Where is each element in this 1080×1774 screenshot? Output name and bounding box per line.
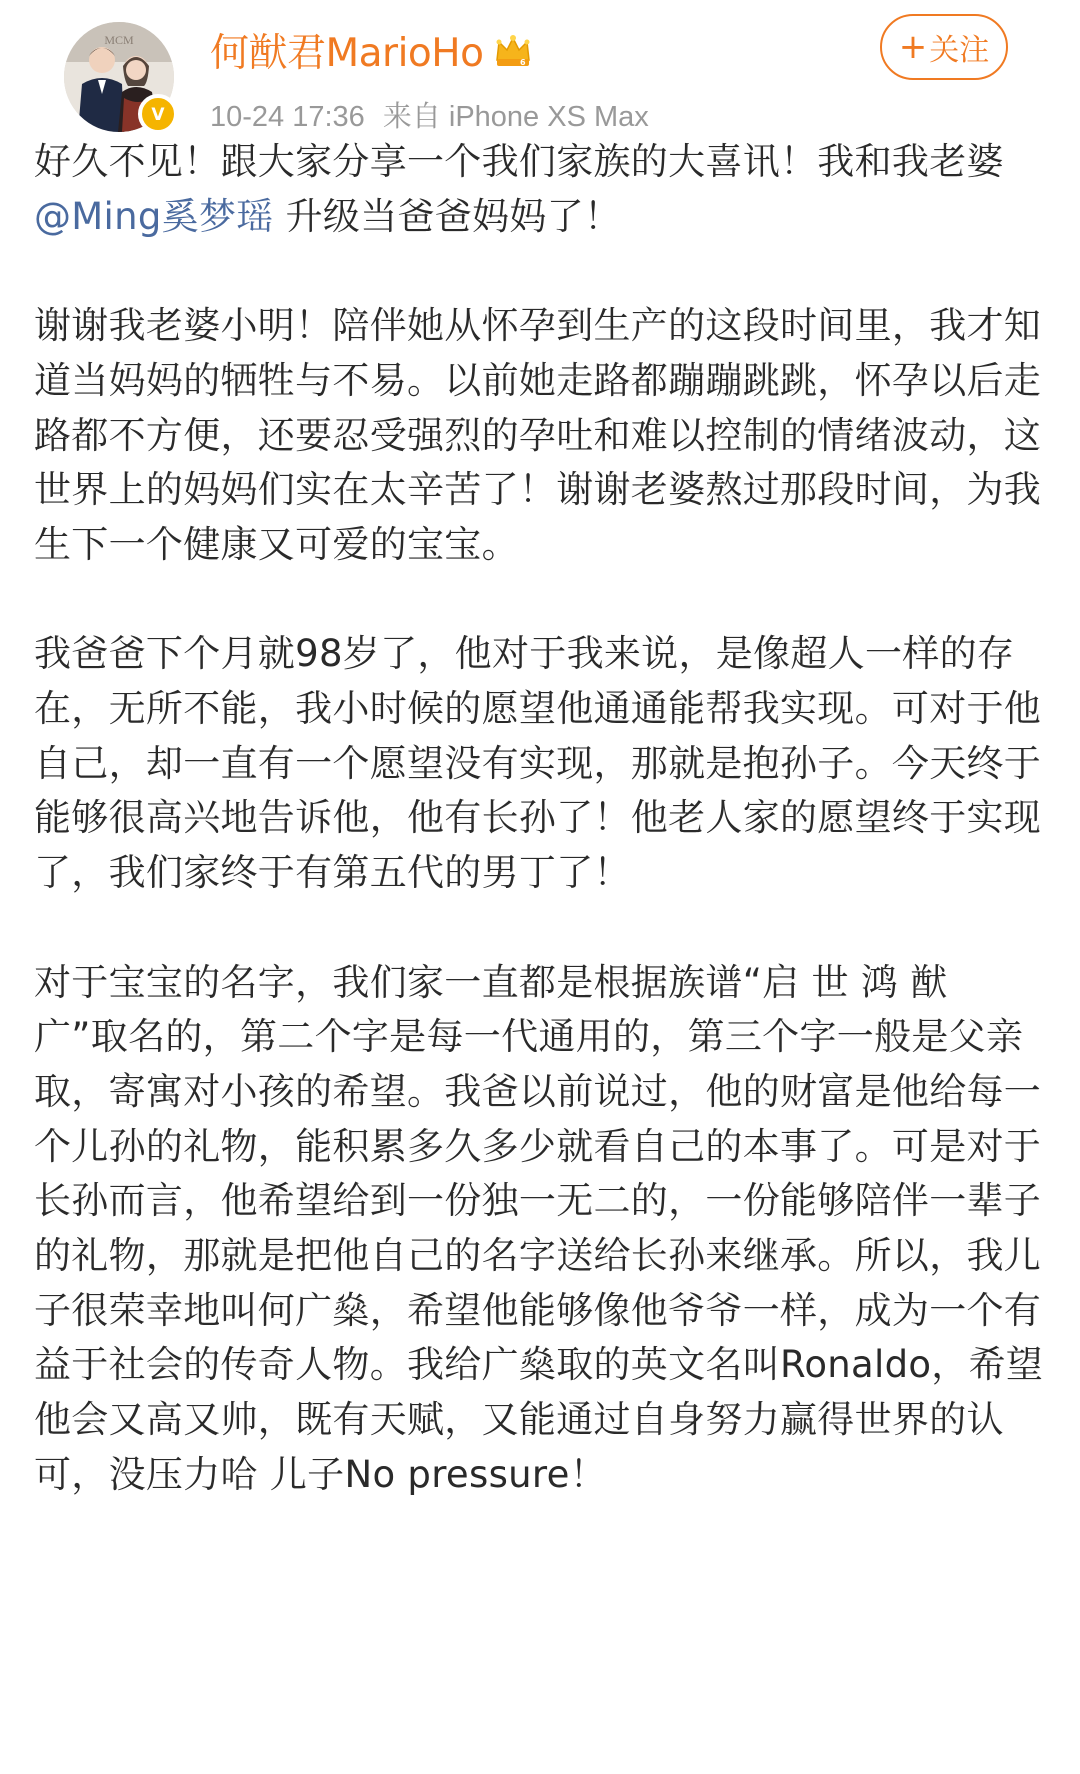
paragraph-1-text: 好久不见！跟大家分享一个我们家族的大喜讯！我和我老婆: [34, 140, 1004, 183]
paragraph-2: 谢谢我老婆小明！陪伴她从怀孕到生产的这段时间里，我才知道当妈妈的牺牲与不易。以前她走路都蹦蹦跳跳，怀孕以后走路都不方便，还要忍受强烈的孕吐和难以控制的情绪波动，这世界上的妈妈们实在太辛苦了！谢谢老婆熬过那段时间，为我生下一个健康又可爱的宝宝。: [34, 304, 1042, 566]
name-row: [210, 22, 649, 78]
svg-text:V: V: [151, 105, 165, 125]
post-header: [34, 0, 1046, 140]
post-source: 来自 iPhone XS Max: [382, 101, 649, 133]
paragraph-3: 我爸爸下个月就98岁了，他对于我来说，是像超人一样的存在，无所不能，我小时候的愿望他通通能帮我实现。可对于他自己，却一直有一个愿望没有实现，那就是抱孙子。今天终于能够很高兴地告诉他，他有长孙了！他老人家的愿望终于实现了，我们家终于有第五代的男丁了！: [34, 632, 1042, 895]
post-meta: [210, 94, 649, 135]
svg-text:6: 6: [520, 58, 527, 67]
follow-button[interactable]: [880, 14, 1008, 80]
paragraph-1: [34, 135, 1044, 244]
svg-text:MCM: MCM: [104, 33, 134, 47]
post-body: [34, 135, 1044, 1503]
author-name[interactable]: 何猷君MarioHo: [210, 31, 484, 76]
user-info: [210, 22, 649, 135]
paragraph-1-tail: 升级当爸爸妈妈了！: [273, 194, 622, 238]
post-timestamp: 10-24 17:36: [210, 101, 365, 133]
verified-badge-icon: [138, 94, 178, 134]
avatar-container[interactable]: [64, 22, 174, 132]
paragraph-4: 对于宝宝的名字，我们家一直都是根据族谱“启 世 鸿 猷 广”取名的，第二个字是每一代通用的，第三个字一般是父亲取，寄寓对小孩的希望。我爸以前说过，他的财富是他给每一个儿孙的礼物，能积累多久多少就看自己的本事了。可是对于长孙而言，他希望给到一份独一无二的，一份能够陪伴一辈子的礼物，那就是把他自己的名字送给长孙来继承。所以，我儿子很荣幸地叫何广燊，希望他能够像他爷爷一样，成为一个有益于社会的传奇人物。我给广燊取的英文名叫Ronaldo，希望他会又高又帅，既有天赋，又能通过自身努力赢得世界的认可，没压力哈 儿子No pressure！: [34, 960, 1044, 1496]
follow-button-label: 关注: [929, 33, 990, 68]
plus-icon: +: [898, 27, 928, 67]
mention-link[interactable]: @Ming奚梦瑶: [34, 194, 274, 238]
crown-icon[interactable]: [493, 30, 533, 70]
